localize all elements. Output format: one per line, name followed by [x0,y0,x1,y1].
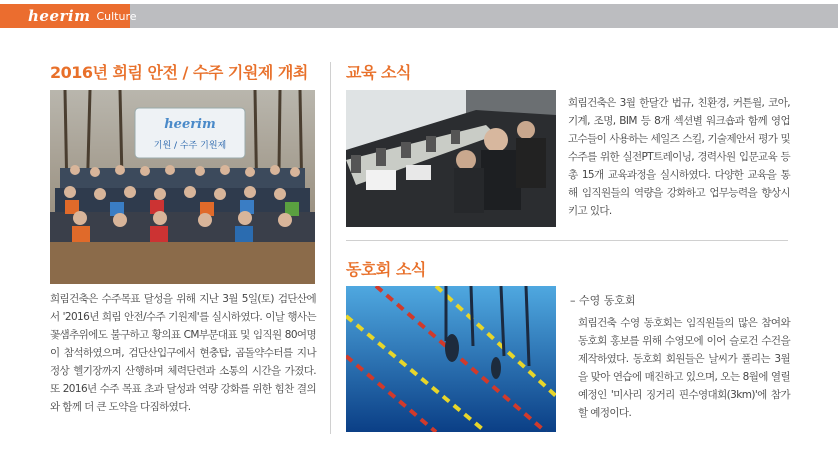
swimming-pool-photo [346,286,556,432]
ceremony-group-photo [50,90,315,284]
section-divider [346,240,788,241]
banner-text: 기원 / 수주 기원제 [153,141,227,151]
banner-brand: heerim [164,117,216,132]
brand-logo: heerim [28,7,91,25]
pool-photo-illustration [346,286,556,432]
education-photo-illustration [346,90,556,227]
section-tag [0,4,137,28]
ceremony-title: 2016년 희림 안전 / 수주 기원제 개최 [50,63,308,82]
club-body: 희림건축 수영 동호회는 임직원들의 많은 참여와 동호회 홍보를 위해 수영모에 이어 슬로건 수건을 제작하였다. 동호회 회원들은 날씨가 풀리는 3월을 맞아 연습에 매진하고 있으며, 오는 8월에 열릴 예정인 '미사리 징거리 핀수영대회(3km)'에 참가할 예정이다. [578,317,790,419]
section-label: Culture [96,9,137,23]
club-title: 동호회 소식 [346,260,426,279]
column-divider [330,62,331,434]
education-body: 희림건축은 3월 한달간 법규, 친환경, 커튼월, 코아, 기계, 조명, BIM 등 8개 섹션별 워크숍과 함께 영업고수들이 사용하는 세일즈 스킬, 기술제안서 평가 및 수주를 위한 실전PT트레이닝, 경력사원 입문교육 등 총 15개 교육과정을 실시하였다. 다양한 교육을 통해 임직원들의 역량을 강화하고 업무능력을 향상시키고 있다. [568,97,790,217]
header-bar [0,0,838,28]
education-classroom-photo [346,90,556,227]
ceremony-body: 희림건축은 수주목표 달성을 위해 지난 3월 5일(토) 검단산에서 '2016년 희림 안전/수주 기원제'를 실시하였다. 이날 행사는 꽃샘추위에도 불구하고 황의표 CM부문대표 및 임직원 80여명이 참석하였으며, 검단산입구에서 현충탑, 곱돌약수터를 지나 정상 헬기장까지 산행하며 체력단련과 소통의 시간을 가졌다. 또 2016년 수주 목표 초과 달성과 역량 강화를 위한 힘찬 결의와 함께 더 큰 도약을 다짐하였다. [50,293,316,413]
ceremony-photo-illustration [50,90,315,284]
education-title: 교육 소식 [346,63,411,82]
club-subtitle: – 수영 동호회 [570,294,636,307]
